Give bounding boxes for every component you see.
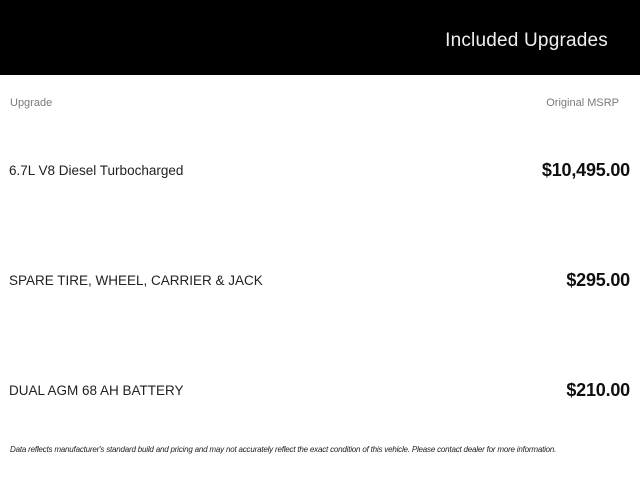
upgrade-name: DUAL AGM 68 AH BATTERY <box>9 382 184 398</box>
upgrade-msrp: $210.00 <box>566 379 630 400</box>
upgrade-msrp: $295.00 <box>566 269 630 290</box>
upgrade-msrp: $10,495.00 <box>541 159 630 180</box>
banner <box>0 0 640 75</box>
footer <box>0 445 640 455</box>
table-body <box>0 115 640 445</box>
upgrades-table <box>0 75 640 445</box>
page-title: Included Upgrades <box>445 30 608 51</box>
disclaimer-text: Data reflects manufacturer's standard build and pricing and may not accurately reflect the exact condition of this vehicle. Please contact dealer for more information. <box>10 445 557 454</box>
upgrade-name: SPARE TIRE, WHEEL, CARRIER & JACK <box>9 272 263 288</box>
table-row <box>0 115 640 225</box>
table-row <box>0 335 640 445</box>
table-header-row <box>0 75 640 110</box>
upgrade-name: 6.7L V8 Diesel Turbocharged <box>9 162 184 178</box>
table-row <box>0 225 640 335</box>
column-header-upgrade: Upgrade <box>10 97 53 109</box>
column-header-original-msrp: Original MSRP <box>546 97 619 109</box>
